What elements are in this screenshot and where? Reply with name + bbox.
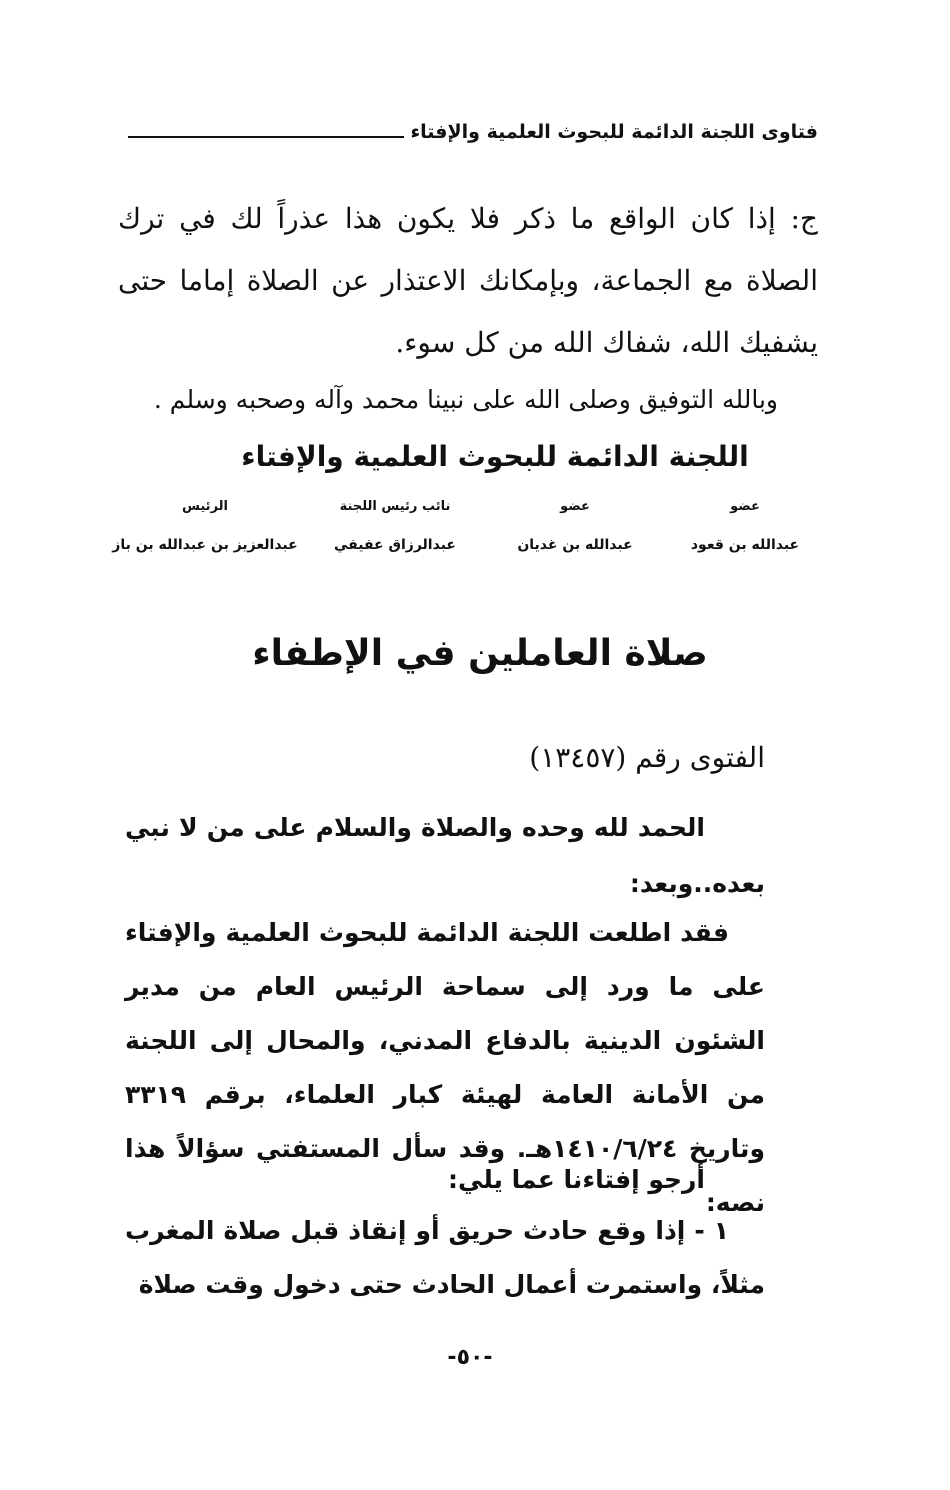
signature-member-2 bbox=[515, 495, 635, 557]
praise-text: الحمد لله وحده والصلاة والسلام على من لا نبي بعده..وبعد: bbox=[125, 813, 765, 898]
signature-member-4 bbox=[110, 495, 300, 557]
header-rule bbox=[128, 136, 404, 138]
signature-name: عبدالرزاق عفيفي bbox=[334, 537, 456, 553]
request-text: أرجو إفتاءنا عما يلي: bbox=[448, 1165, 705, 1194]
question-intro-text: فقد اطلعت اللجنة الدائمة للبحوث العلمية والإفتاء على ما ورد إلى سماحة الرئيس العام من مدير الشئون الدينية بالدفاع المدني، والمحال إلى اللجنة من الأمانة العامة لهيئة كبار العلماء، برقم ٣٣١٩ وتاريخ ١٤١٠/٦/٢٤هـ. وقد سأل المستفتي سؤالاً هذا نصه: bbox=[125, 918, 765, 1217]
running-header-title: فتاوى اللجنة الدائمة للبحوث العلمية والإفتاء bbox=[410, 121, 818, 143]
request-line bbox=[125, 1152, 765, 1208]
signature-role: عضو bbox=[730, 499, 760, 514]
fatwa-number: الفتوى رقم (١٣٤٥٧) bbox=[529, 741, 765, 774]
signature-name: عبدالعزيز بن عبدالله بن باز bbox=[112, 537, 298, 553]
signature-role: الرئيس bbox=[182, 499, 228, 514]
signature-member-3 bbox=[325, 495, 465, 557]
committee-title: اللجنة الدائمة للبحوث العلمية والإفتاء bbox=[241, 440, 749, 473]
answer-text: ج: إذا كان الواقع ما ذكر فلا يكون هذا عذراً لك في ترك الصلاة مع الجماعة، وبإمكانك الاعتذار عن الصلاة إماما حتى يشفيك الله، شفاك الله من كل سوء. bbox=[118, 202, 818, 359]
signature-member-1 bbox=[690, 495, 800, 557]
question-item-text: ١ - إذا وقع حادث حريق أو إنقاذ قبل صلاة المغرب مثلاً، واستمرت أعمال الحادث حتى دخول وقت صلاة bbox=[125, 1216, 765, 1299]
signature-block bbox=[112, 495, 800, 565]
answer-paragraph bbox=[118, 188, 818, 374]
signature-name: عبدالله بن غديان bbox=[517, 537, 633, 553]
praise-paragraph bbox=[125, 800, 765, 912]
running-header bbox=[128, 116, 818, 148]
signature-role: عضو bbox=[560, 499, 590, 514]
page-number: -٥٠- bbox=[447, 1345, 493, 1370]
section-title: صلاة العاملين في الإطفاء bbox=[252, 633, 708, 674]
closing-line: وبالله التوفيق وصلى الله على نبينا محمد وآله وصحبه وسلم . bbox=[153, 385, 778, 414]
question-item-1 bbox=[125, 1204, 765, 1312]
signature-name: عبدالله بن قعود bbox=[690, 537, 800, 553]
signature-role: نائب رئيس اللجنة bbox=[339, 499, 451, 514]
